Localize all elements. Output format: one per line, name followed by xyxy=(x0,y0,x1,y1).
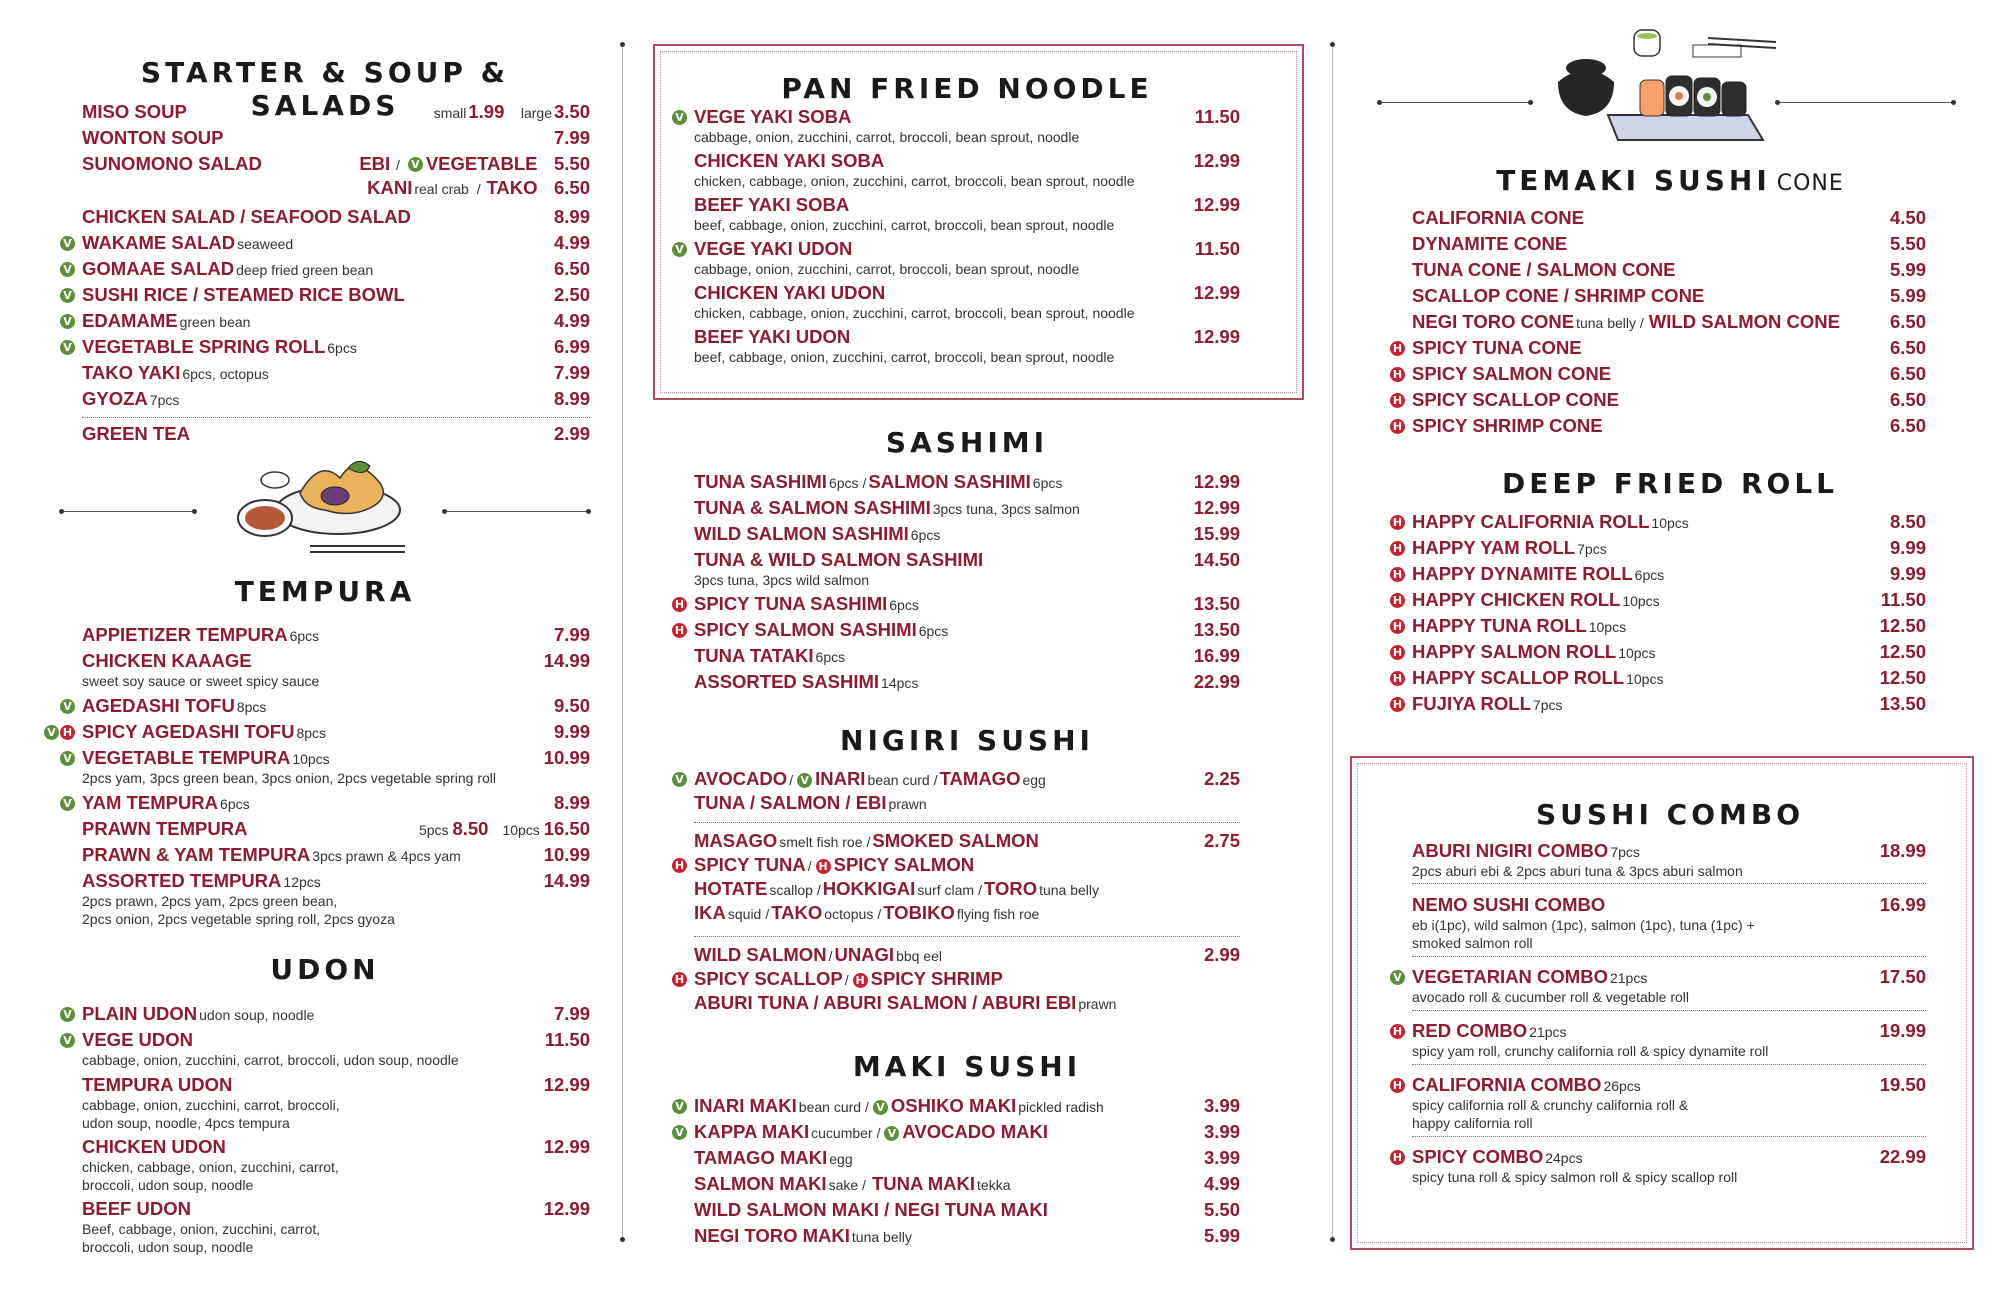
menu-item: ABURI NIGIRI COMBO 7pcs 18.99 2pcs aburi ebi & 2pcs aburi tuna & 3pcs aburi salmon xyxy=(1412,840,1926,879)
menu-item: NEGI TORO CONE tuna belly / WILD SALMON CONE 6.50 xyxy=(1412,311,1926,332)
vegetarian-icon: V xyxy=(408,157,423,172)
menu-item: CHICKEN YAKI UDON 12.99 chicken, cabbage, onion, zucchini, carrot, broccoli, bean sprout, noodle xyxy=(694,282,1240,321)
menu-item: MASAGO smelt fish roe / SMOKED SALMON 2.75 H SPICY TUNA / H SPICY SALMON HOTATE scallop / HOKKIGAI surf clam / TORO tuna belly IKA squid / TAKO octopus / TOBIKO flying fish roe xyxy=(694,830,1240,926)
menu-item: V VEGETABLE TEMPURA 10pcs 10.99 2pcs yam, 3pcs green bean, 3pcs onion, 2pcs vegetable spring roll xyxy=(82,747,590,787)
spicy-hot-icon: H xyxy=(1390,419,1405,434)
vegetarian-icon: V xyxy=(60,1033,75,1048)
spicy-hot-icon: H xyxy=(1390,1150,1405,1165)
spicy-hot-icon: H xyxy=(1390,393,1405,408)
menu-item: V VEGE UDON 11.50 cabbage, onion, zucchini, carrot, broccoli, udon soup, noodle xyxy=(82,1029,590,1069)
spicy-hot-icon: H xyxy=(672,972,687,987)
dotted-divider xyxy=(1412,1064,1926,1065)
menu-item: H SPICY TUNA SASHIMI 6pcs 13.50 xyxy=(694,593,1240,617)
menu-item: PRAWN & YAM TEMPURA 3pcs prawn & 4pcs yam 10.99 xyxy=(82,844,590,865)
menu-item: H HAPPY CHICKEN ROLL 10pcs 11.50 xyxy=(1412,589,1926,613)
vegetarian-icon: V xyxy=(672,1125,687,1140)
spicy-hot-icon: H xyxy=(672,623,687,638)
vegetarian-icon: V xyxy=(60,314,75,329)
menu-item: V H SPICY AGEDASHI TOFU 8pcs 9.99 xyxy=(82,721,590,745)
spicy-hot-icon: H xyxy=(853,973,868,988)
menu-item: H SPICY COMBO 24pcs 22.99 spicy tuna roll & spicy salmon roll & spicy scallop roll xyxy=(1412,1146,1926,1186)
spicy-hot-icon: H xyxy=(672,858,687,873)
menu-item: H SPICY SALMON CONE 6.50 xyxy=(1412,363,1926,387)
spicy-hot-icon: H xyxy=(1390,671,1405,686)
section-title-tempura: TEMPURA xyxy=(234,575,416,608)
dotted-divider xyxy=(694,822,1240,823)
menu-item: DYNAMITE CONE 5.50 xyxy=(1412,233,1926,254)
vegetarian-icon: V xyxy=(60,340,75,355)
menu-item: H SPICY SCALLOP CONE 6.50 xyxy=(1412,389,1926,413)
sushi-illustration xyxy=(1548,20,1778,145)
menu-item: H CALIFORNIA COMBO 26pcs 19.50 spicy california roll & crunchy california roll & happy california roll xyxy=(1412,1074,1926,1132)
menu-item: V AVOCADO / V INARI bean curd / TAMAGO egg 2.25 TUNA / SALMON / EBI prawn xyxy=(694,768,1240,816)
menu-item: H FUJIYA ROLL 7pcs 13.50 xyxy=(1412,693,1926,717)
vegetarian-icon: V xyxy=(884,1126,899,1141)
menu-item: WILD SALMON SASHIMI 6pcs 15.99 xyxy=(694,523,1240,544)
menu-item: H SPICY SHRIMP CONE 6.50 xyxy=(1412,415,1926,439)
section-title-starter: STARTER & SOUP & SALADS xyxy=(140,56,510,122)
menu-item: CHICKEN KAAAGE 14.99 sweet soy sauce or sweet spicy sauce xyxy=(82,650,590,689)
menu-item: TEMPURA UDON 12.99 cabbage, onion, zucchini, carrot, broccoli, udon soup, noodle, 4pcs tempura xyxy=(82,1074,590,1131)
section-title-combo: SUSHI COMBO xyxy=(1535,798,1805,831)
menu-item: BEEF YAKI SOBA 12.99 beef, cabbage, onion, zucchini, carrot, broccoli, bean sprout, noodle xyxy=(694,194,1240,233)
menu-item: V WAKAME SALAD seaweed 4.99 xyxy=(82,232,590,256)
menu-item: WILD SALMON / UNAGI bbq eel 2.99 H SPICY SCALLOP / H SPICY SHRIMP ABURI TUNA / ABURI SALMON / ABURI EBI prawn xyxy=(694,944,1240,1016)
menu-item: CHICKEN YAKI SOBA 12.99 chicken, cabbage, onion, zucchini, carrot, broccoli, bean sprout, noodle xyxy=(694,150,1240,189)
spicy-hot-icon: H xyxy=(60,725,75,740)
menu-item: TUNA TATAKI 6pcs 16.99 xyxy=(694,645,1240,666)
menu-item: V VEGETABLE SPRING ROLL 6pcs 6.99 xyxy=(82,336,590,360)
section-title-maki: MAKI SUSHI xyxy=(852,1050,1082,1083)
vegetarian-icon: V xyxy=(60,796,75,811)
menu-item: H SPICY TUNA CONE 6.50 xyxy=(1412,337,1926,361)
menu-item: TUNA CONE / SALMON CONE 5.99 xyxy=(1412,259,1926,280)
section-title-nigiri: NIGIRI SUSHI xyxy=(840,724,1094,757)
menu-item: H HAPPY YAM ROLL 7pcs 9.99 xyxy=(1412,537,1926,561)
spicy-hot-icon: H xyxy=(1390,567,1405,582)
menu-item: BEEF UDON 12.99 Beef, cabbage, onion, zucchini, carrot, broccoli, udon soup, noodle xyxy=(82,1198,590,1255)
menu-item: GREEN TEA 2.99 xyxy=(82,423,590,444)
vegetarian-icon: V xyxy=(873,1100,888,1115)
spicy-hot-icon: H xyxy=(1390,541,1405,556)
spicy-hot-icon: H xyxy=(1390,697,1405,712)
vegetarian-icon: V xyxy=(60,751,75,766)
vegetarian-icon: V xyxy=(60,262,75,277)
ornament-rule xyxy=(445,511,588,512)
vegetarian-icon: V xyxy=(672,242,687,257)
section-title-udon: UDON xyxy=(270,953,380,986)
dotted-divider xyxy=(1412,956,1926,957)
spicy-hot-icon: H xyxy=(1390,645,1405,660)
vegetarian-icon: V xyxy=(672,772,687,787)
menu-item: SCALLOP CONE / SHRIMP CONE 5.99 xyxy=(1412,285,1926,306)
menu-item: V AGEDASHI TOFU 8pcs 9.50 xyxy=(82,695,590,719)
spicy-hot-icon: H xyxy=(816,859,831,874)
menu-item: TUNA & WILD SALMON SASHIMI 14.50 3pcs tuna, 3pcs wild salmon xyxy=(694,549,1240,588)
menu-item: SALMON MAKI sake / TUNA MAKI tekka 4.99 xyxy=(694,1173,1240,1194)
spicy-hot-icon: H xyxy=(672,597,687,612)
vegetarian-icon: V xyxy=(60,236,75,251)
menu-item: TUNA & SALMON SASHIMI 3pcs tuna, 3pcs salmon 12.99 xyxy=(694,497,1240,518)
menu-item: TAKO YAKI 6pcs, octopus 7.99 xyxy=(82,362,590,383)
menu-item: V PLAIN UDON udon soup, noodle 7.99 xyxy=(82,1003,590,1027)
menu-item: H HAPPY CALIFORNIA ROLL 10pcs 8.50 xyxy=(1412,511,1926,535)
section-title-noodle: PAN FRIED NOODLE xyxy=(781,72,1153,105)
menu-item: NEMO SUSHI COMBO 16.99 eb i(1pc), wild salmon (1pc), salmon (1pc), tuna (1pc) + smoked salmon roll xyxy=(1412,894,1926,951)
menu-item: V GOMAAE SALAD deep fried green bean 6.50 xyxy=(82,258,590,282)
menu-item: MISO SOUP small 1.99 large 3.50 xyxy=(82,101,590,122)
menu-item: H HAPPY DYNAMITE ROLL 6pcs 9.99 xyxy=(1412,563,1926,587)
menu-item: APPIETIZER TEMPURA 6pcs 7.99 xyxy=(82,624,590,645)
menu-item: ASSORTED SASHIMI 14pcs 22.99 xyxy=(694,671,1240,692)
section-title-temaki: TEMAKI SUSHI CONE xyxy=(1496,164,1844,197)
vegetarian-icon: V xyxy=(1390,970,1405,985)
menu-item: CALIFORNIA CONE 4.50 xyxy=(1412,207,1926,228)
menu-item: H HAPPY SCALLOP ROLL 10pcs 12.50 xyxy=(1412,667,1926,691)
tempura-illustration xyxy=(230,448,420,558)
section-title-sashimi: SASHIMI xyxy=(885,426,1049,459)
spicy-hot-icon: H xyxy=(1390,367,1405,382)
spicy-hot-icon: H xyxy=(1390,619,1405,634)
menu-item: V EDAMAME green bean 4.99 xyxy=(82,310,590,334)
menu-item: TUNA SASHIMI 6pcs / SALMON SASHIMI 6pcs 12.99 xyxy=(694,471,1240,492)
vegetarian-icon: V xyxy=(797,773,812,788)
spicy-hot-icon: H xyxy=(1390,341,1405,356)
menu-item: V YAM TEMPURA 6pcs 8.99 xyxy=(82,792,590,816)
menu-item: V VEGE YAKI UDON 11.50 cabbage, onion, zucchini, carrot, broccoli, bean sprout, noodle xyxy=(694,238,1240,278)
vegetarian-icon: V xyxy=(60,1007,75,1022)
menu-item: WILD SALMON MAKI / NEGI TUNA MAKI 5.50 xyxy=(694,1199,1240,1220)
vegetarian-icon: V xyxy=(60,699,75,714)
section-title-deep-fried: DEEP FRIED ROLL xyxy=(1501,467,1839,500)
vegetarian-icon: V xyxy=(60,288,75,303)
menu-item: H HAPPY TUNA ROLL 10pcs 12.50 xyxy=(1412,615,1926,639)
menu-item: GYOZA 7pcs 8.99 xyxy=(82,388,590,409)
menu-item: H HAPPY SALMON ROLL 10pcs 12.50 xyxy=(1412,641,1926,665)
vegetarian-icon: V xyxy=(672,1099,687,1114)
dotted-divider xyxy=(1412,1010,1926,1011)
menu-item: ASSORTED TEMPURA 12pcs 14.99 2pcs prawn, 2pcs yam, 2pcs green bean, 2pcs onion, 2pcs vegetable spring roll, 2pcs gyoza xyxy=(82,870,590,927)
spicy-hot-icon: H xyxy=(1390,593,1405,608)
dotted-divider xyxy=(1412,883,1926,884)
menu-item: CHICKEN SALAD / SEAFOOD SALAD 8.99 xyxy=(82,206,590,227)
menu-item: WONTON SOUP 7.99 xyxy=(82,127,590,148)
menu-item: H SPICY SALMON SASHIMI 6pcs 13.50 xyxy=(694,619,1240,643)
vegetarian-icon: V xyxy=(672,110,687,125)
spicy-hot-icon: H xyxy=(1390,1078,1405,1093)
column-divider xyxy=(1332,44,1333,1240)
vegetarian-icon: V xyxy=(44,725,59,740)
menu-item: PRAWN TEMPURA 5pcs 8.50 10pcs 16.50 xyxy=(82,818,590,839)
menu-item: SUNOMONO SALAD EBI / V VEGETABLE 5.50 KANI real crab / TAKO 6.50 xyxy=(82,153,590,198)
menu-item: CHICKEN UDON 12.99 chicken, cabbage, onion, zucchini, carrot, broccoli, udon soup, noodle xyxy=(82,1136,590,1193)
dotted-divider xyxy=(1412,1136,1926,1137)
ornament-rule xyxy=(62,511,194,512)
menu-item: NEGI TORO MAKI tuna belly 5.99 xyxy=(694,1225,1240,1246)
menu-item: V VEGETARIAN COMBO 21pcs 17.50 avocado roll & cucumber roll & vegetable roll xyxy=(1412,966,1926,1006)
menu-item: TAMAGO MAKI egg 3.99 xyxy=(694,1147,1240,1168)
dotted-divider xyxy=(82,417,590,418)
menu-item: V INARI MAKI bean curd / V OSHIKO MAKI pickled radish 3.99 xyxy=(694,1095,1240,1119)
spicy-hot-icon: H xyxy=(1390,515,1405,530)
spicy-hot-icon: H xyxy=(1390,1024,1405,1039)
menu-item: V VEGE YAKI SOBA 11.50 cabbage, onion, zucchini, carrot, broccoli, bean sprout, noodle xyxy=(694,106,1240,146)
menu-item: BEEF YAKI UDON 12.99 beef, cabbage, onion, zucchini, carrot, broccoli, bean sprout, noodle xyxy=(694,326,1240,365)
ornament-rule xyxy=(1380,102,1530,103)
menu-item: V SUSHI RICE / STEAMED RICE BOWL 2.50 xyxy=(82,284,590,308)
column-divider xyxy=(622,44,623,1240)
dotted-divider xyxy=(694,936,1240,937)
ornament-rule xyxy=(1778,102,1953,103)
menu-item: H RED COMBO 21pcs 19.99 spicy yam roll, crunchy california roll & spicy dynamite roll xyxy=(1412,1020,1926,1060)
menu-item: V KAPPA MAKI cucumber / V AVOCADO MAKI 3.99 xyxy=(694,1121,1240,1145)
